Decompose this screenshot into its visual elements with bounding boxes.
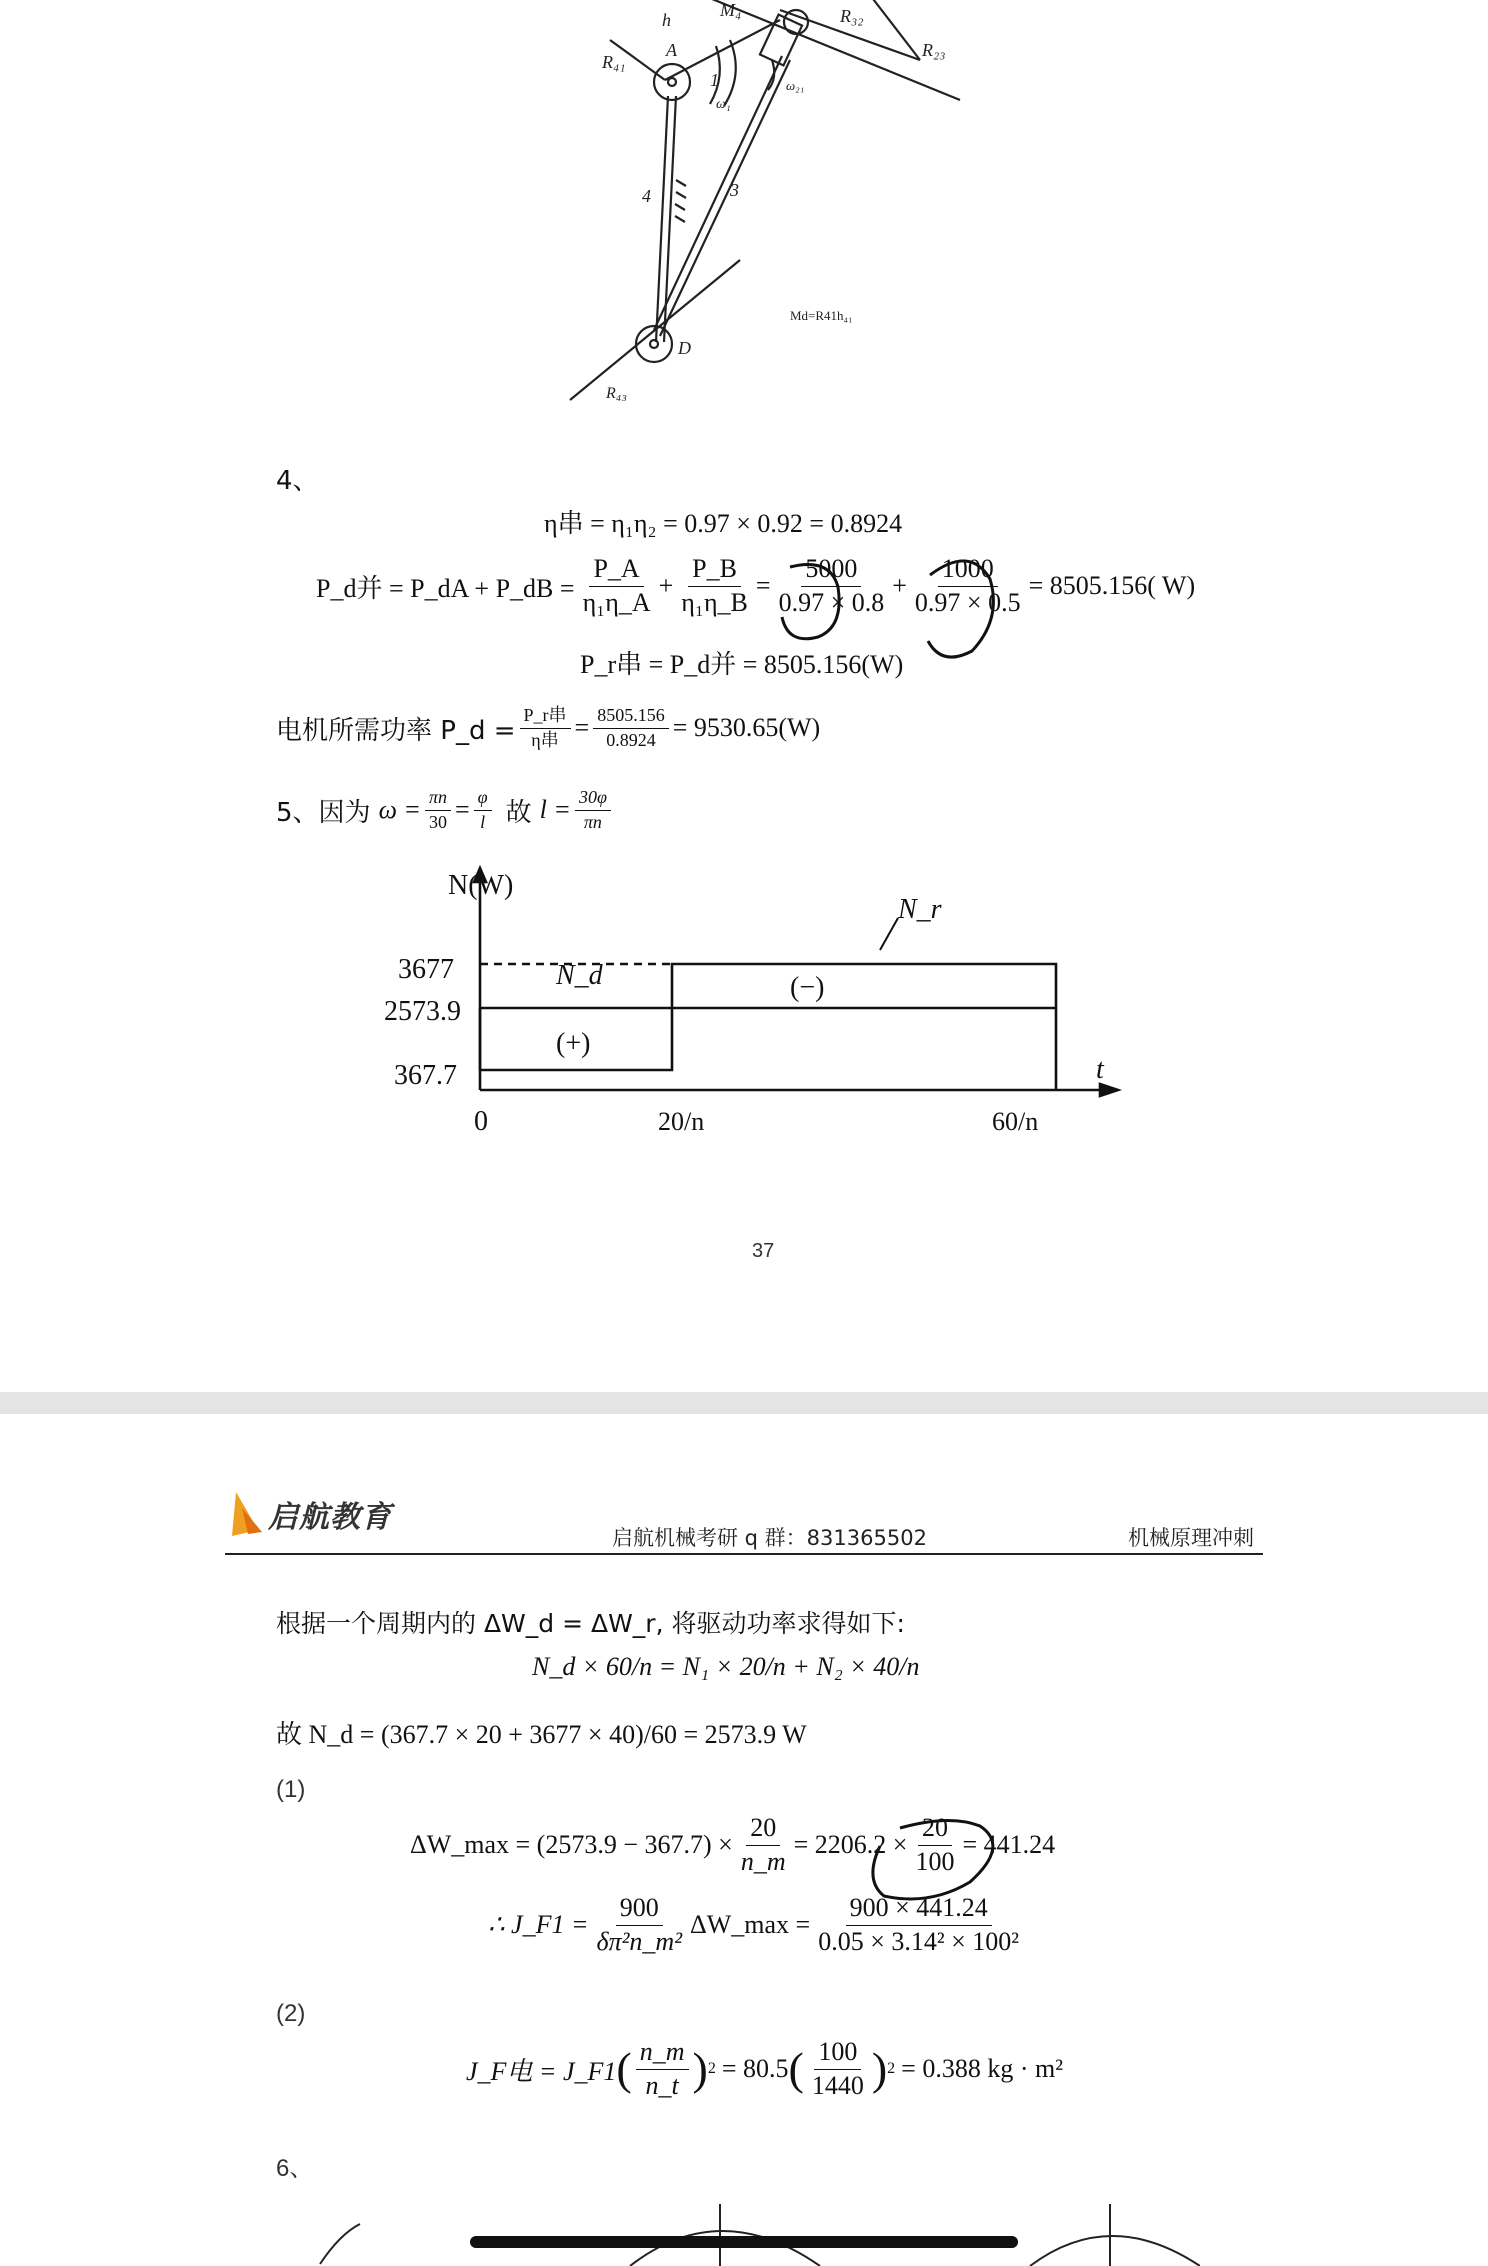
fig-label-a: A bbox=[666, 40, 677, 60]
section-5-number: 5、 bbox=[276, 797, 319, 828]
eq2-f1-den: η₁η_A bbox=[582, 587, 651, 617]
fig-label-d: D bbox=[678, 338, 691, 358]
fig-label-r32: R₃₂ bbox=[840, 6, 864, 26]
mp-result: = 9530.65(W) bbox=[672, 713, 821, 743]
power-chart bbox=[370, 860, 1130, 1200]
eq-eta-series: η串 = η₁η₂ = 0.97 × 0.92 = 0.8924 bbox=[544, 509, 903, 538]
y-axis-title: N(W) bbox=[448, 870, 514, 901]
mp-f2-num: 8505.156 bbox=[593, 706, 669, 729]
eq-jf1 bbox=[488, 1894, 1027, 1956]
dw-f1-den: n_m bbox=[740, 1846, 786, 1876]
header-right: 机械原理冲刺 bbox=[1128, 1526, 1254, 1550]
omega-eq: ω = bbox=[378, 795, 421, 825]
label-minus: (−) bbox=[790, 972, 825, 1003]
fig-label-m4: M₄ bbox=[720, 0, 742, 20]
je-f1-num: n_m bbox=[636, 2038, 689, 2070]
part-2-label: (2) bbox=[276, 2000, 306, 2027]
eq2-f3-den: 0.97 × 0.8 bbox=[778, 587, 885, 617]
y-tick-3677: 3677 bbox=[398, 954, 454, 985]
dw-lhs: ΔW_max = (2573.9 − 367.7) × bbox=[410, 1830, 733, 1860]
mp-f1-den: η串 bbox=[531, 729, 559, 750]
eq2-f1-num: P_A bbox=[589, 555, 643, 587]
fig-label-h: h bbox=[662, 10, 671, 30]
motor-power-equation: 电机所需功率 P_d = $\frac{\text{P\_r串}}{\text{η串}}$ = $\frac{8505.156}{0.8924}$ = 9530.65(W) bbox=[276, 705, 821, 750]
logo-sail-icon bbox=[228, 1490, 268, 1538]
section-6-label: 6、 bbox=[276, 2155, 314, 2182]
fig-label-4: 4 bbox=[642, 186, 651, 206]
motor-power-label: 电机所需功率 P_d = bbox=[276, 715, 516, 746]
next-figure-partial bbox=[300, 2204, 1200, 2266]
fig-label-omega21: ω₂₁ bbox=[786, 78, 805, 93]
eq2-lhs: P_d并 = P_dA + P_dB = bbox=[316, 573, 575, 603]
mp-f2-den: 0.8924 bbox=[606, 729, 656, 750]
dw-f2-den: 100 bbox=[915, 1846, 955, 1876]
label-nr: N_r bbox=[898, 894, 942, 925]
fig-label-r23: R₂₃ bbox=[922, 40, 946, 60]
section-5-because: 因为 bbox=[318, 797, 371, 828]
je-f1-den: n_t bbox=[645, 2070, 679, 2100]
eq-pr-series: P_r串 = P_d并 = 8505.156(W) bbox=[580, 650, 904, 679]
je-lhs: J_F电 = J_F1 bbox=[466, 2056, 617, 2086]
s5-f2-den: l bbox=[480, 811, 486, 832]
eq2-f4-num: 1000 bbox=[938, 555, 998, 587]
jf-f2-den: 0.05 × 3.14² × 100² bbox=[818, 1926, 1020, 1956]
fig-label-r43: R₄₃ bbox=[606, 385, 627, 402]
part-1-label: (1) bbox=[276, 1776, 306, 1803]
je-f2-num: 100 bbox=[814, 2038, 861, 2070]
dw-result: = 441.24 bbox=[962, 1830, 1056, 1860]
s5-f3-den: πn bbox=[583, 811, 602, 832]
je-mid: = 80.5 bbox=[721, 2054, 789, 2084]
jf-mid: ΔW_max = bbox=[690, 1910, 811, 1940]
jf-lhs: ∴ J_F1 = bbox=[488, 1910, 589, 1940]
page-number: 37 bbox=[752, 1240, 775, 1262]
fig-label-md: Md=R41h₄₁ bbox=[790, 308, 853, 323]
je-f2-den: 1440 bbox=[811, 2070, 864, 2100]
eq-nd: 故 N_d = (367.7 × 20 + 3677 × 40)/60 = 2573.9 W bbox=[276, 1720, 807, 1749]
s5-f1-num: πn bbox=[425, 788, 451, 811]
dw-f2-num: 20 bbox=[918, 1814, 952, 1846]
intro-text: 根据一个周期内的 ΔW_d = ΔW_r, 将驱动功率求得如下: bbox=[276, 1609, 905, 1638]
eq2-f2-num: P_B bbox=[688, 555, 741, 587]
x-tick-0: 0 bbox=[474, 1106, 488, 1137]
y-tick-2573: 2573.9 bbox=[384, 996, 461, 1027]
s5-f1-den: 30 bbox=[428, 811, 447, 832]
eq-jf-motor: J_F电 = J_F1 ( $\frac{n\_m}{n\_t}$ ) 2 = 80.5 ( $\frac{100}{1440}$ ) 2 = 0.388 kg · m² bbox=[466, 2037, 1063, 2100]
fig-label-3: 3 bbox=[730, 180, 739, 200]
mp-f1-num: P_r串 bbox=[520, 706, 571, 729]
mechanism-figure bbox=[540, 0, 1000, 420]
section-5-equation: 5、 因为 ω = $\frac{\pi n}{30}$ = $\frac{\varphi}{l}$ 故 l = $\frac{30\varphi}{\pi n}$ bbox=[276, 788, 615, 833]
page-2 bbox=[0, 1414, 1488, 2266]
header-logo bbox=[228, 1490, 392, 1538]
fig-label-r41: R₄₁ bbox=[602, 52, 626, 72]
header-divider bbox=[225, 1553, 1263, 1555]
eq-balance: N_d × 60/n = N₁ × 20/n + N₂ × 40/n bbox=[532, 1652, 920, 1681]
y-tick-367: 367.7 bbox=[394, 1060, 457, 1091]
eq2-f3-num: 5000 bbox=[801, 555, 861, 587]
eq2-f4-den: 0.97 × 0.5 bbox=[914, 587, 1021, 617]
jf-f1-num: 900 bbox=[616, 1894, 663, 1926]
label-nd: N_d bbox=[556, 960, 603, 991]
home-indicator[interactable] bbox=[470, 2236, 1018, 2248]
logo-text: 启航教育 bbox=[268, 1500, 392, 1535]
section-4-number: 4、 bbox=[276, 466, 319, 496]
eq2-f2-den: η₁η_B bbox=[681, 587, 748, 617]
x-tick-20n: 20/n bbox=[658, 1107, 705, 1136]
nr-pointer bbox=[880, 918, 898, 950]
x-tick-60n: 60/n bbox=[992, 1107, 1039, 1136]
l-eq: l = bbox=[539, 795, 571, 825]
dw-mid: = 2206.2 × bbox=[793, 1830, 908, 1860]
section-5-therefore: 故 bbox=[505, 797, 532, 828]
label-plus: (+) bbox=[556, 1028, 591, 1059]
je-result: = 0.388 kg · m² bbox=[901, 2054, 1063, 2084]
eq2-result: = 8505.156( W) bbox=[1028, 571, 1196, 601]
page-separator bbox=[0, 1392, 1488, 1414]
fig-label-omega1: ω₁ bbox=[716, 97, 731, 112]
s5-f3-num: 30φ bbox=[575, 788, 611, 811]
fig-label-1: 1 bbox=[710, 70, 719, 90]
eq-pd-parallel: P_d并 = P_dA + P_dB = $\frac{P\_A}{\text{η₁η\_A}}$ + $\frac{P\_B}{\text{η₁η\_B}}$ = $\frac{5000}{0.97 \times 0.8}$ + $\frac{1000}{0.97 \times 0.5}$ = 8505.156( W) bbox=[316, 554, 1196, 617]
x-axis-title: t bbox=[1096, 1054, 1104, 1085]
jf-f2-num: 900 × 441.24 bbox=[846, 1894, 992, 1926]
x-axis-arrow bbox=[1100, 1084, 1118, 1096]
jf-f1-den: δπ²n_m² bbox=[596, 1926, 682, 1956]
header-center: 启航机械考研 q 群：831365502 bbox=[612, 1526, 927, 1550]
s5-f2-num: φ bbox=[474, 788, 492, 811]
dw-f1-num: 20 bbox=[746, 1814, 780, 1846]
